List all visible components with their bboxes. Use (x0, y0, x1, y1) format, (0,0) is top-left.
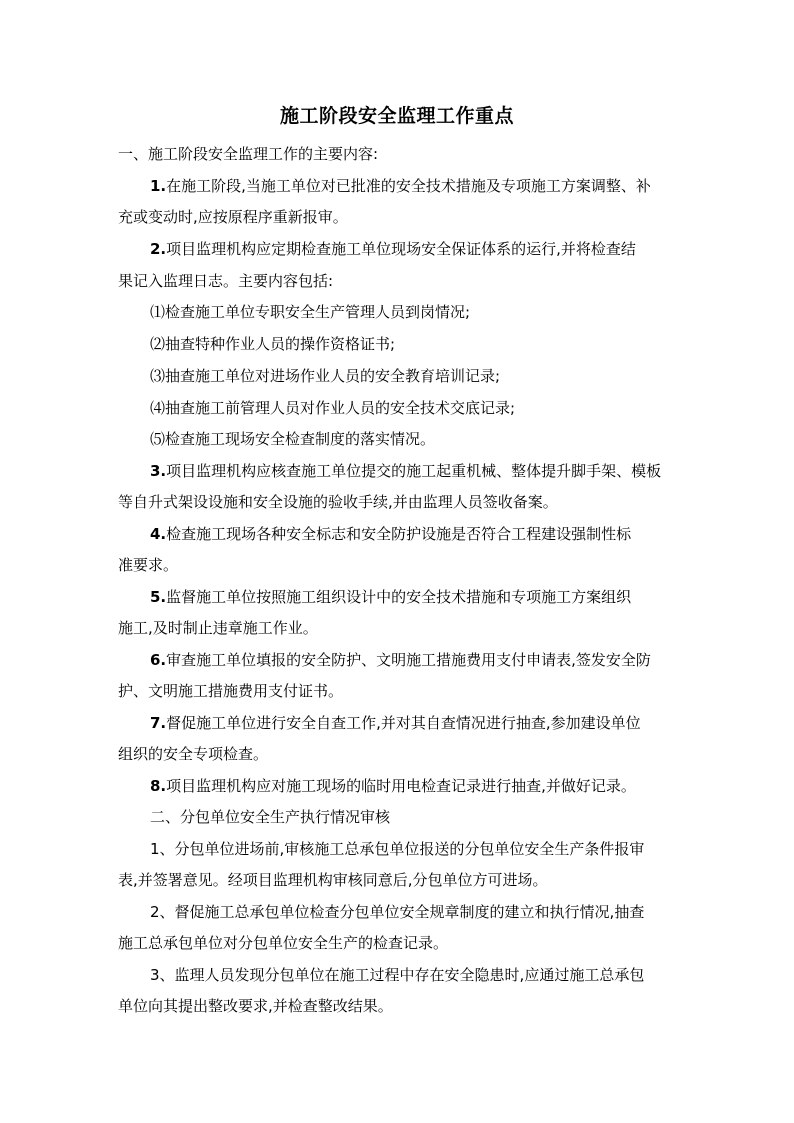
item-1-line-1 (150, 175, 698, 197)
section-2-heading: 二、分包单位安全生产执行情况审核 (150, 808, 391, 826)
item-3-line-1 (150, 460, 698, 482)
item-5-line-1 (150, 586, 698, 608)
item-5-text: 监督施工单位按照施工组织设计中的安全技术措施和专项施工方案组织 (166, 588, 632, 606)
item-6-line-2: 护、文明施工措施费用支付证书。 (118, 682, 344, 700)
sub-item-3: ⑶抽查施工单位对进场作业人员的安全教育培训记录; (150, 367, 501, 385)
item-6-text: 审查施工单位填报的安全防护、文明施工措施费用支付申请表,签发安全防 (166, 651, 651, 669)
item-5-line-2: 施工,及时制止违章施工作业。 (118, 619, 318, 637)
sub-item-2: ⑵抽查特种作业人员的操作资格证书; (150, 335, 396, 353)
s2-item-1-line-2: 表,并签署意见。经项目监理机构审核同意后,分包单位方可进场。 (118, 871, 548, 889)
item-7-line-1 (150, 712, 698, 734)
s2-item-2-line-1: 2、督促施工总承包单位检查分包单位安全规章制度的建立和执行情况,抽查 (150, 903, 645, 921)
item-8-text: 项目监理机构应对施工现场的临时用电检查记录进行抽查,并做好记录。 (166, 777, 636, 795)
item-2-text: 项目监理机构应定期检查施工单位现场安全保证体系的运行,并将检查结 (166, 240, 636, 258)
item-1-line-2: 充或变动时,应按原程序重新报审。 (118, 208, 348, 226)
sub-item-5: ⑸检查施工现场安全检查制度的落实情况。 (150, 430, 436, 448)
item-5-number: 5. (150, 588, 167, 606)
item-4-text: 检查施工现场各种安全标志和安全防护设施是否符合工程建设强制性标 (166, 525, 632, 543)
item-4-number: 4. (150, 525, 167, 543)
item-1-number: 1. (150, 177, 167, 195)
item-6-number: 6. (150, 651, 167, 669)
s2-item-2-line-2: 施工总承包单位对分包单位安全生产的检查记录。 (118, 934, 449, 952)
s2-item-1-line-1: 1、分包单位进场前,审核施工总承包单位报送的分包单位安全生产条件报审 (150, 840, 645, 858)
item-3-line-2: 等自升式架设设施和安全设施的验收手续,并由监理人员签收备案。 (118, 493, 558, 511)
document-title: 施工阶段安全监理工作重点 (279, 105, 514, 127)
item-2-number: 2. (150, 240, 167, 258)
s2-item-3-line-1: 3、监理人员发现分包单位在施工过程中存在安全隐患时,应通过施工总承包 (150, 966, 645, 984)
item-1-text: 在施工阶段,当施工单位对已批准的安全技术措施及专项施工方案调整、补 (166, 177, 651, 195)
sub-item-4: ⑷抽查施工前管理人员对作业人员的安全技术交底记录; (150, 399, 516, 417)
item-2-line-1 (150, 238, 698, 260)
section-1-heading: 一、施工阶段安全监理工作的主要内容: (118, 145, 379, 163)
item-3-text: 项目监理机构应核查施工单位提交的施工起重机械、整体提升脚手架、模板 (166, 462, 662, 480)
sub-item-1: ⑴检查施工单位专职安全生产管理人员到岗情况; (150, 303, 471, 321)
item-8-number: 8. (150, 777, 167, 795)
item-4-line-1 (150, 523, 698, 545)
s2-item-3-line-2: 单位向其提出整改要求,并检查整改结果。 (118, 997, 393, 1015)
item-8-line-1 (150, 775, 698, 797)
item-3-number: 3. (150, 462, 167, 480)
item-2-line-2: 果记入监理日志。主要内容包括: (118, 272, 334, 290)
item-7-number: 7. (150, 714, 167, 732)
item-7-line-2: 组织的安全专项检查。 (118, 745, 269, 763)
item-6-line-1 (150, 649, 698, 671)
item-4-line-2: 准要求。 (118, 556, 179, 574)
item-7-text: 督促施工单位进行安全自查工作,并对其自查情况进行抽查,参加建设单位 (166, 714, 641, 732)
